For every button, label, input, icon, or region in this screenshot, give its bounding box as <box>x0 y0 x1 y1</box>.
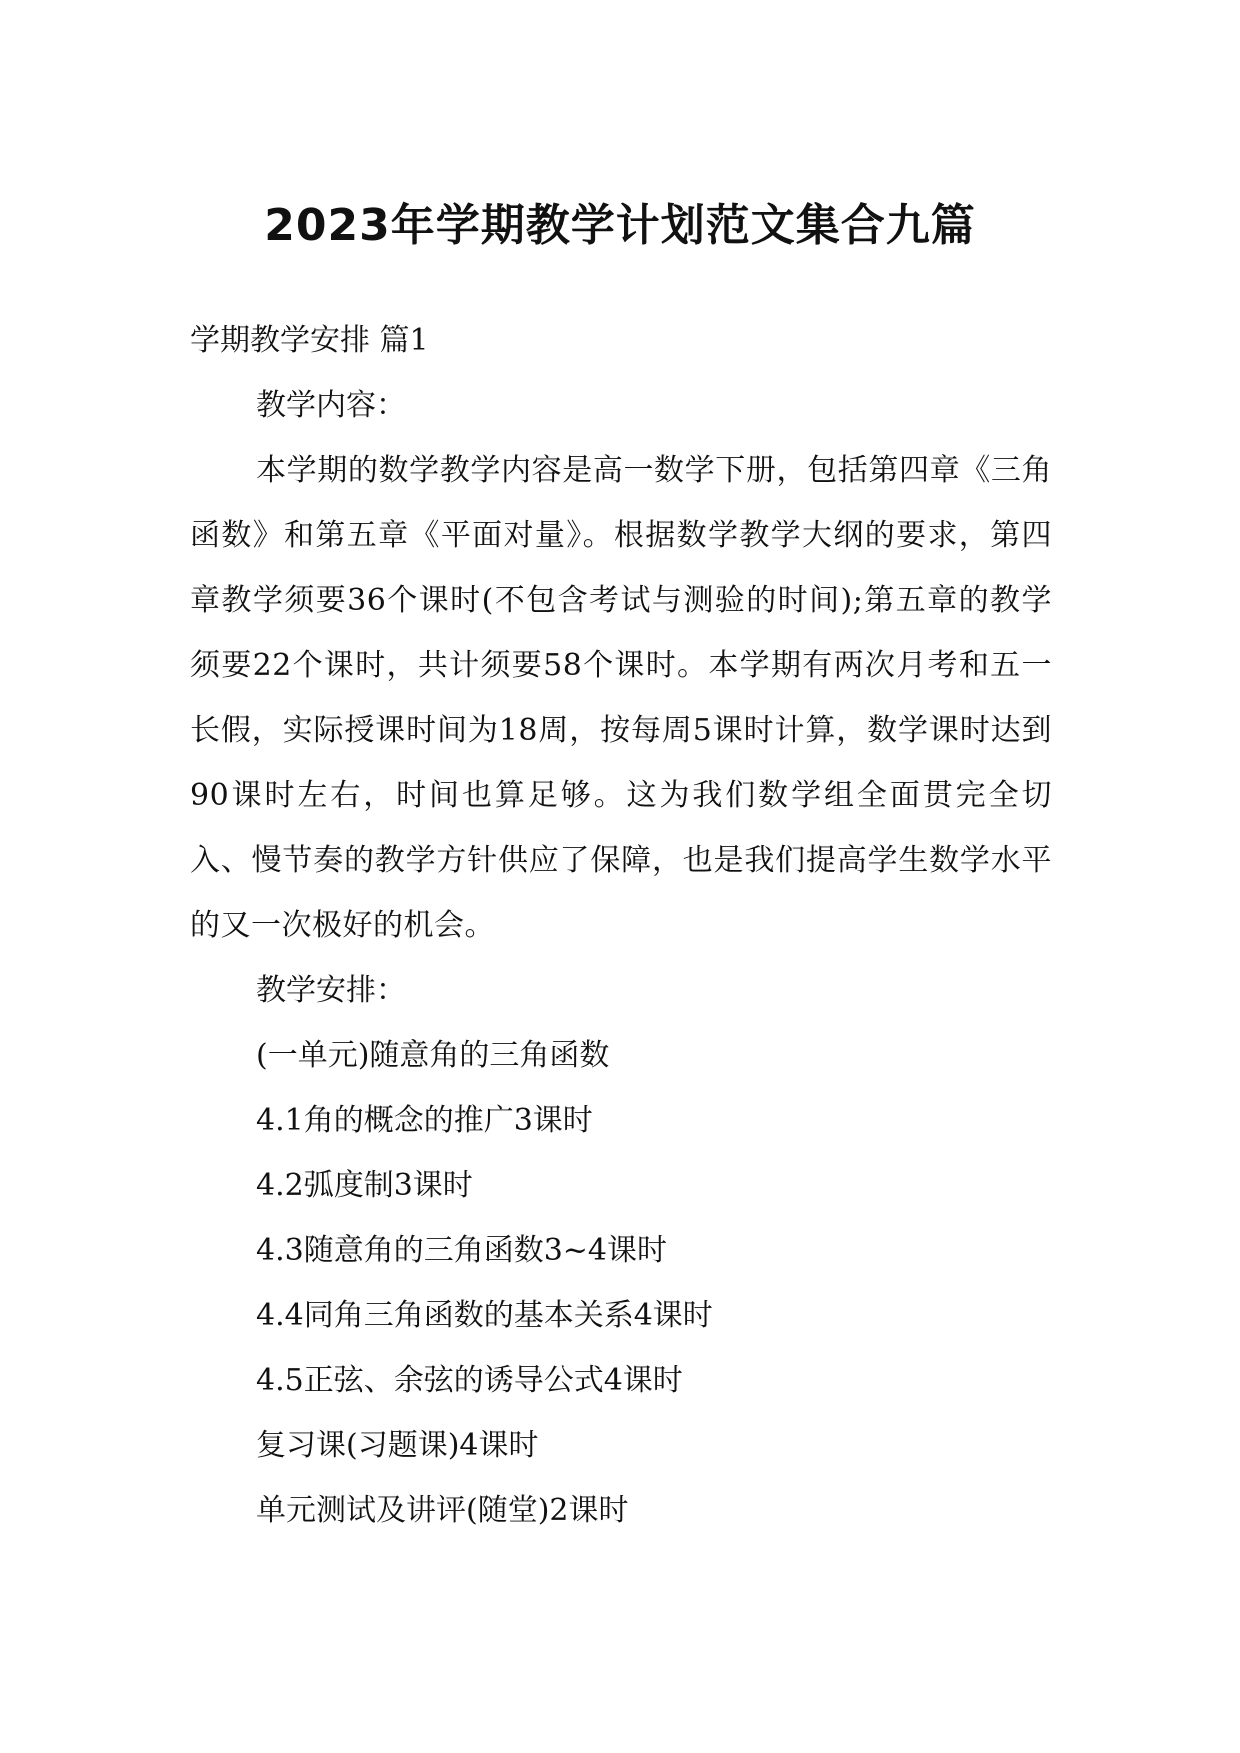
list-item: 4.2弧度制3课时 <box>256 1168 473 1203</box>
list-item: 4.5正弦、余弦的诱导公式4课时 <box>256 1363 683 1398</box>
list-item: 复习课(习题课)4课时 <box>256 1428 539 1463</box>
document-title: 2023年学期教学计划范文集合九篇 <box>264 200 976 251</box>
list-item: 4.3随意角的三角函数3~4课时 <box>256 1233 668 1268</box>
arrangement-label: 教学安排： <box>256 973 406 1008</box>
section-heading: 学期教学安排 篇1 <box>190 323 429 358</box>
list-item: 4.4同角三角函数的基本关系4课时 <box>256 1298 713 1333</box>
list-item: (一单元)随意角的三角函数 <box>256 1038 610 1073</box>
list-item: 4.1角的概念的推广3课时 <box>256 1103 593 1138</box>
list-item: 单元测试及讲评(随堂)2课时 <box>256 1493 629 1528</box>
content-label: 教学内容： <box>256 388 406 423</box>
document-body <box>190 308 1052 1543</box>
content-paragraph: 本学期的数学教学内容是高一数学下册，包括第四章《三角函数》和第五章《平面对量》。根据数学教学大纲的要求，第四章教学须要36个课时(不包含考试与测验的时间);第五章的教学须要22个课时，共计须要58个课时。本学期有两次月考和五一长假，实际授课时间为18周，按每周5课时计算，数学课时达到90课时左右，时间也算足够。这为我们数学组全面贯完全切入、慢节奏的教学方针供应了保障，也是我们提高学生数学水平的又一次极好的机会。 <box>190 453 1052 943</box>
